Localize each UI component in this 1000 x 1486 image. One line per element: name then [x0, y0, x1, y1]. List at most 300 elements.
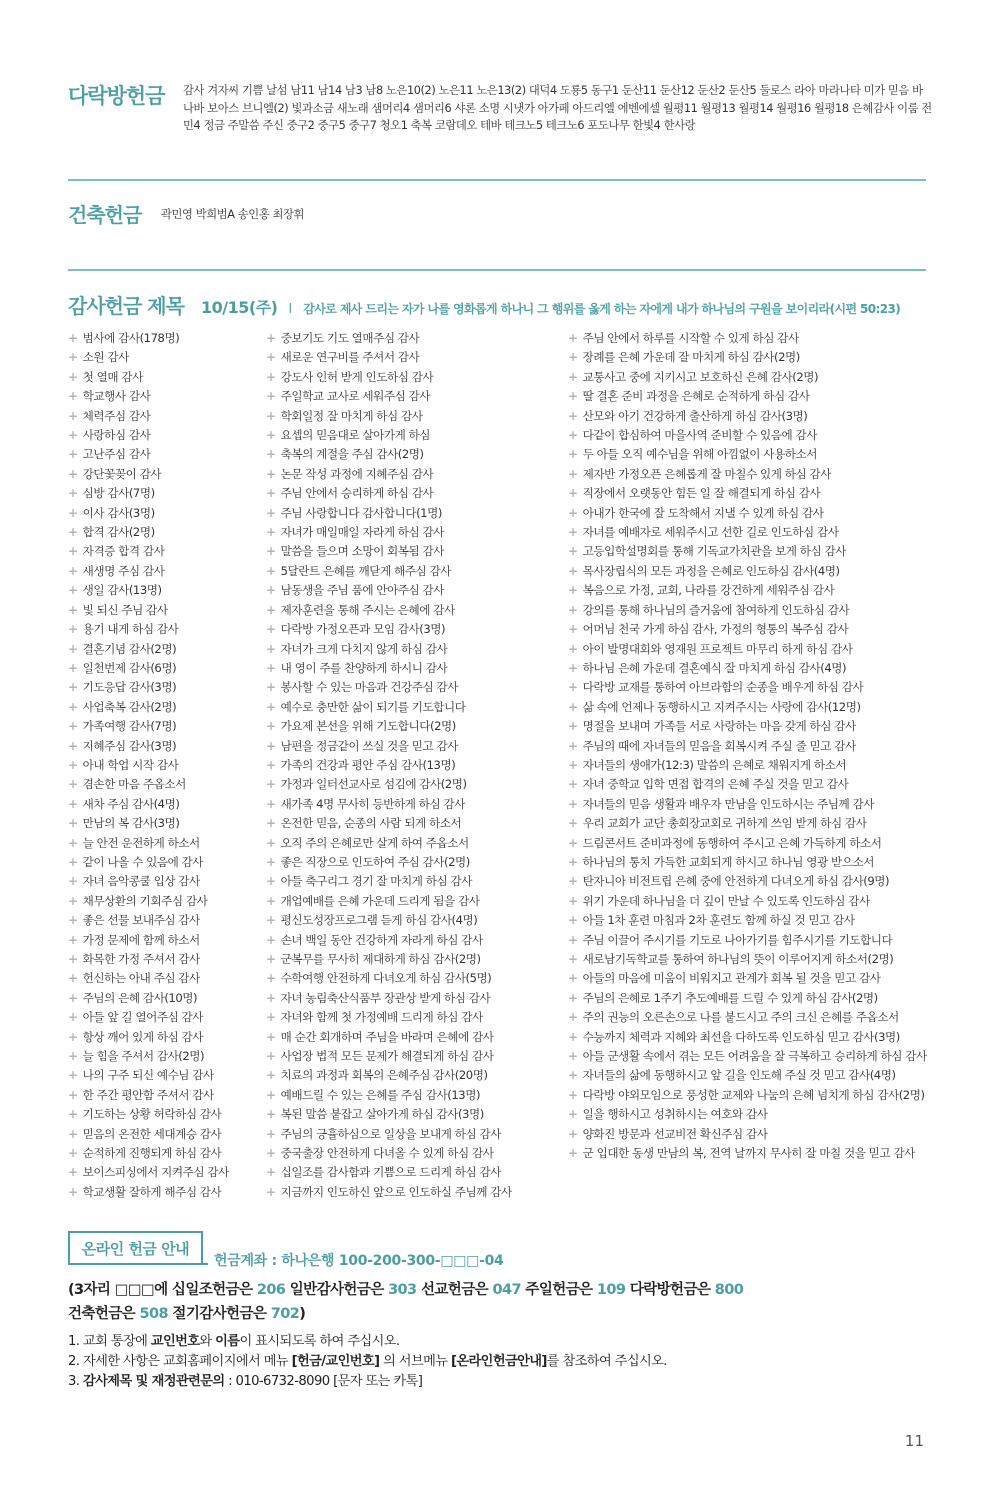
- thanks-item-text: 채무상환의 기회주심 감사: [82, 893, 208, 908]
- plus-icon: +: [68, 990, 78, 1005]
- plus-icon: +: [568, 1126, 578, 1141]
- thanks-item-text: 사업축복 감사(2명): [82, 699, 177, 714]
- thanks-item: [568, 445, 927, 464]
- thanks-item-text: 화목한 가정 주셔서 감사: [82, 952, 200, 966]
- plus-icon: +: [568, 563, 578, 578]
- note-text: : 010-6732-8090 [문자 또는 카톡]: [224, 1374, 423, 1389]
- plus-icon: +: [68, 1068, 78, 1083]
- thanks-item-text: 하나님의 통치 가득한 교회되게 하시고 하나님 영광 받으소서: [582, 854, 874, 869]
- plus-icon: +: [568, 816, 578, 831]
- thanks-item-text: 항상 깨어 있게 하심 감사: [82, 1029, 204, 1044]
- thanks-item-text: 요셉의 믿음대로 살아가게 하심: [280, 428, 431, 443]
- thanks-item: [568, 1066, 927, 1085]
- thanks-item-text: 늘 힘을 주셔서 감사(2명): [82, 1049, 205, 1064]
- thanks-item: [266, 640, 512, 659]
- thanks-item-text: 한 주간 평안함 주셔서 감사: [82, 1087, 214, 1102]
- thanks-item-text: 결혼기념 감사(2명): [82, 641, 177, 656]
- plus-icon: +: [266, 757, 276, 772]
- thanks-item-text: 기도응답 감사(3명): [82, 680, 177, 695]
- thanks-item-text: 교통사고 중에 지키시고 보호하신 은혜 감사(2명): [582, 369, 819, 384]
- plus-icon: +: [68, 641, 78, 656]
- thanks-date: 10/15(주): [200, 298, 278, 317]
- thanks-item-text: 자녀 중학교 입학 면접 합격의 은혜 주실 것을 믿고 감사: [582, 777, 849, 792]
- plus-icon: +: [68, 389, 78, 404]
- plus-icon: +: [266, 1107, 276, 1122]
- plus-icon: +: [68, 1087, 78, 1102]
- plus-icon: +: [568, 757, 578, 772]
- thanks-item: [266, 1086, 512, 1105]
- thanks-item: [68, 1163, 229, 1182]
- thanks-item: [68, 542, 229, 561]
- plus-icon: +: [68, 563, 78, 578]
- thanks-item-text: 빛 되신 주님 감사: [82, 602, 168, 617]
- thanks-item: [68, 775, 229, 794]
- online-offering-title: 온라인 헌금 안내: [68, 1231, 203, 1265]
- plus-icon: +: [568, 408, 578, 423]
- plus-icon: +: [68, 428, 78, 443]
- mission-label: 선교헌금은: [420, 1282, 489, 1298]
- plus-icon: +: [68, 1049, 78, 1064]
- plus-icon: +: [266, 428, 276, 443]
- thanks-item-text: 새로운 연구비를 주셔서 감사: [280, 350, 420, 365]
- thanks-item-text: 하나님 은혜 가운데 결혼예식 잘 마치게 하심 감사(4명): [582, 660, 847, 675]
- tithe-code: 206: [256, 1282, 286, 1298]
- thanks-list-column-3: [568, 329, 927, 1163]
- note-text: 2. 자세한 사항은 교회홈페이지에서 메뉴: [68, 1354, 292, 1369]
- thanks-item-text: 새생명 주심 감사: [82, 563, 165, 578]
- thanks-item-text: 자녀들의 믿음 생활과 배우자 만남을 인도하시는 주님께 감사: [582, 796, 874, 811]
- plus-icon: +: [568, 971, 578, 986]
- thanks-item: [68, 581, 229, 600]
- online-title-underline: [68, 1263, 208, 1265]
- thanks-item: [266, 698, 512, 717]
- thanks-item-text: 가정과 일터선교사로 섬김에 감사(2명): [280, 777, 467, 792]
- plus-icon: +: [568, 1146, 578, 1161]
- plus-icon: +: [266, 641, 276, 656]
- plus-icon: +: [68, 447, 78, 462]
- thanks-item: [68, 484, 229, 503]
- plus-icon: +: [568, 369, 578, 384]
- thanks-item-text: 기도하는 상황 허락하심 감사: [82, 1107, 222, 1122]
- thanks-item: [266, 775, 512, 794]
- sunday-code: 109: [596, 1282, 626, 1298]
- thanks-item: [68, 640, 229, 659]
- note-1: [68, 1330, 399, 1349]
- thanks-item-text: 주님의 때에 자녀들의 믿음을 회복시켜 주실 줄 믿고 감사: [582, 738, 856, 753]
- note-3: [68, 1370, 422, 1389]
- thanks-item-text: 산모와 아기 건강하게 출산하게 하심 감사(3명): [582, 408, 808, 423]
- thanks-item-text: 헌신하는 아내 주심 감사: [82, 971, 200, 986]
- thanks-item: [568, 1086, 927, 1105]
- plus-icon: +: [568, 544, 578, 559]
- plus-icon: +: [568, 505, 578, 520]
- plus-icon: +: [266, 563, 276, 578]
- thanks-item: [68, 969, 229, 988]
- thanks-item: [266, 756, 512, 775]
- plus-icon: +: [266, 719, 276, 734]
- codes-prefix: (3자리 □□□에 십일조헌금은: [68, 1282, 253, 1298]
- thanks-item: [266, 717, 512, 736]
- thanks-item: [568, 931, 927, 950]
- thanks-item-text: 심방 감사(7명): [82, 486, 155, 501]
- thanks-item: [568, 775, 927, 794]
- thanks-item: [568, 329, 927, 348]
- note-text: 3.: [68, 1374, 83, 1389]
- plus-icon: +: [568, 952, 578, 966]
- thanks-item-text: 아들 군생활 속에서 겪는 모든 어려움을 잘 극복하고 승리하게 하심 감사: [582, 1049, 927, 1064]
- thanks-item-text: 매 순간 회개하며 주님을 바라며 은혜에 감사: [280, 1029, 494, 1044]
- thanks-item: [266, 1066, 512, 1085]
- plus-icon: +: [266, 660, 276, 675]
- thanks-item-text: 자격증 합격 감사: [82, 544, 165, 559]
- thanks-item-text: 학교행사 감사: [82, 389, 151, 404]
- thanks-item-text: 군 입대한 동생 만남의 복, 전역 날까지 무사히 잘 마칠 것을 믿고 감사: [582, 1146, 915, 1161]
- thanks-item: [68, 445, 229, 464]
- thanks-item: [68, 1008, 229, 1027]
- thanks-item-text: 강도사 인허 받게 인도하심 감사: [280, 369, 434, 384]
- plus-icon: +: [568, 641, 578, 656]
- thanks-item-text: 가요제 본선을 위해 기도합니다(2명): [280, 719, 456, 734]
- thanks-item: [266, 1047, 512, 1066]
- thanks-item-text: 목사장립식의 모든 과정을 은혜로 인도하심 감사(4명): [582, 563, 840, 578]
- building-offering-title: 건축헌금: [68, 203, 142, 227]
- plus-icon: +: [568, 719, 578, 734]
- thanks-item: [68, 678, 229, 697]
- plus-icon: +: [568, 622, 578, 637]
- thanks-item-text: 복된 말씀 붙잡고 살아가게 하심 감사(3명): [280, 1107, 484, 1122]
- offering-codes-line-2: [68, 1302, 305, 1323]
- plus-icon: +: [568, 525, 578, 540]
- thanks-item: [568, 581, 927, 600]
- thanks-item: [266, 892, 512, 911]
- thanks-item-text: 주님 안에서 하루를 시작할 수 있게 하심 감사: [582, 331, 799, 345]
- thanks-item-text: 다같이 합심하여 마을사역 준비할 수 있음에 감사: [582, 428, 818, 443]
- plus-icon: +: [266, 505, 276, 520]
- thanks-title: 감사헌금 제목: [68, 294, 184, 318]
- thanks-item-text: 5달란트 은혜를 깨닫게 해주심 감사: [280, 563, 451, 578]
- note-bold: 이름: [215, 1334, 240, 1349]
- plus-icon: +: [266, 525, 276, 540]
- thanks-item: [568, 950, 927, 969]
- plus-icon: +: [68, 369, 78, 384]
- thanks-item: [568, 368, 927, 387]
- thanks-item: [266, 989, 512, 1008]
- thanks-item-text: 고등입학설명회를 통해 기독교가치관을 보게 하심 감사: [582, 544, 847, 559]
- thanks-item-text: 주님의 은혜로 1주기 추도예배를 드릴 수 있게 하심 감사(2명): [582, 990, 878, 1005]
- plus-icon: +: [68, 505, 78, 520]
- thanks-item-text: 아내가 한국에 잘 도착해서 지낼 수 있게 하심 감사: [582, 505, 824, 520]
- thanks-item-text: 군복무를 무사히 제대하게 하심 감사(2명): [280, 952, 481, 966]
- plus-icon: +: [568, 680, 578, 695]
- thanks-item-text: 자녀들의 삶에 동행하시고 앞 길을 인도해 주실 것 믿고 감사(4명): [582, 1068, 896, 1083]
- plus-icon: +: [568, 854, 578, 869]
- plus-icon: +: [568, 447, 578, 462]
- thanks-item-text: 주님 이끌어 주시기를 기도로 나아가기를 힘주시기를 기도합니다: [582, 932, 893, 947]
- plus-icon: +: [68, 408, 78, 423]
- thanks-item: [568, 853, 927, 872]
- thanks-item: [568, 814, 927, 833]
- thanks-item-text: 자녀가 매일매일 자라게 하심 감사: [280, 525, 445, 540]
- thanks-item-text: 예수로 충만한 삶이 되기를 기도합니다: [280, 699, 466, 714]
- note-bold: 감사제목 및 재정관련문의: [82, 1374, 225, 1389]
- thanks-item: [68, 465, 229, 484]
- thanks-item: [568, 426, 927, 445]
- plus-icon: +: [266, 602, 276, 617]
- season-code: 702: [270, 1306, 300, 1322]
- thanks-item: [68, 756, 229, 775]
- building-code: 508: [139, 1306, 168, 1322]
- plus-icon: +: [68, 602, 78, 617]
- plus-icon: +: [266, 622, 276, 637]
- plus-icon: +: [568, 1087, 578, 1102]
- plus-icon: +: [68, 1184, 78, 1199]
- thanks-item-text: 학회일정 잘 마치게 하심 감사: [280, 408, 423, 423]
- thanks-item-text: 봉사할 수 있는 마음과 건강주심 감사: [280, 680, 459, 695]
- plus-icon: +: [266, 466, 276, 481]
- thanks-item-text: 일을 행하시고 성취하시는 여호와 감사: [582, 1107, 768, 1122]
- thanks-item: [266, 659, 512, 678]
- thanks-item: [266, 872, 512, 891]
- sunday-label: 주일헌금은: [525, 1282, 593, 1298]
- thanks-item: [266, 1105, 512, 1124]
- thanks-separator: l: [288, 302, 293, 317]
- thanks-item: [266, 950, 512, 969]
- thanks-item-text: 순적하게 진행되게 하심 감사: [82, 1146, 222, 1161]
- thanks-item-text: 오직 주의 은혜로만 살게 하여 주옵소서: [280, 835, 469, 850]
- plus-icon: +: [266, 1010, 276, 1025]
- plus-icon: +: [568, 428, 578, 443]
- thanks-item: [568, 504, 927, 523]
- thanks-item: [266, 1008, 512, 1027]
- thanks-item-text: 온전한 믿음, 순종의 사람 되게 하소서: [280, 816, 462, 831]
- thanks-item-text: 범사에 감사(178명): [82, 331, 180, 345]
- thanks-item-text: 자녀 농림축산식품부 장관상 받게 하심 감사: [280, 990, 491, 1005]
- plus-icon: +: [568, 835, 578, 850]
- thanks-item: [568, 969, 927, 988]
- mission-code: 047: [492, 1282, 521, 1298]
- thanks-item: [568, 601, 927, 620]
- plus-icon: +: [68, 1165, 78, 1180]
- general-code: 303: [388, 1282, 417, 1298]
- thanks-item: [68, 329, 229, 348]
- thanks-item-text: 아들 1차 훈련 마침과 2차 훈련도 함께 하실 것 믿고 감사: [582, 913, 855, 928]
- thanks-item: [568, 795, 927, 814]
- thanks-item: [266, 407, 512, 426]
- thanks-item: [68, 795, 229, 814]
- plus-icon: +: [68, 660, 78, 675]
- plus-icon: +: [266, 1049, 276, 1064]
- plus-icon: +: [68, 835, 78, 850]
- plus-icon: +: [68, 874, 78, 889]
- plus-icon: +: [68, 1010, 78, 1025]
- thanks-item-text: 주일학교 교사로 세워주심 감사: [280, 389, 431, 404]
- thanks-item: [68, 368, 229, 387]
- note-bold: [헌금/교인번호]: [291, 1354, 380, 1369]
- thanks-item-text: 손녀 백일 동안 건강하게 자라게 하심 감사: [280, 932, 483, 947]
- thanks-item: [568, 542, 927, 561]
- thanks-item: [68, 387, 229, 406]
- thanks-item: [266, 737, 512, 756]
- thanks-item: [68, 659, 229, 678]
- thanks-item: [266, 1183, 512, 1202]
- thanks-item: [568, 387, 927, 406]
- plus-icon: +: [568, 350, 578, 365]
- thanks-item-text: 십일조를 감사함과 기쁨으로 드리게 하심 감사: [280, 1165, 502, 1180]
- thanks-item: [568, 659, 927, 678]
- plus-icon: +: [266, 1029, 276, 1044]
- thanks-item-text: 지금까지 인도하신 앞으로 인도하실 주님께 감사: [280, 1184, 512, 1199]
- thanks-item: [68, 407, 229, 426]
- thanks-item-text: 양화진 방문과 선교비전 확신주심 감사: [582, 1126, 768, 1141]
- note-text: 와: [199, 1334, 216, 1349]
- plus-icon: +: [68, 952, 78, 966]
- plus-icon: +: [266, 1087, 276, 1102]
- thanks-item-text: 아이 발명대회와 영재원 프로젝트 마무리 하게 하심 감사: [582, 641, 853, 656]
- thanks-item: [266, 484, 512, 503]
- thanks-item-text: 새가족 4명 무사히 등반하게 하심 감사: [280, 796, 465, 811]
- thanks-item-text: 수학여행 안전하게 다녀오게 하심 감사(5명): [280, 971, 492, 986]
- thanks-item: [266, 581, 512, 600]
- plus-icon: +: [266, 1184, 276, 1199]
- plus-icon: +: [68, 622, 78, 637]
- thanks-item-text: 자녀들의 생애가(12:3) 말씀의 은혜로 채워지게 하소서: [582, 757, 847, 772]
- thanks-item: [68, 872, 229, 891]
- plus-icon: +: [68, 1107, 78, 1122]
- note-text: 를 참조하여 주십시오.: [546, 1354, 667, 1369]
- thanks-item: [68, 504, 229, 523]
- thanks-item: [68, 911, 229, 930]
- darak-code: 800: [714, 1282, 744, 1298]
- plus-icon: +: [266, 835, 276, 850]
- thanks-item-text: 자녀와 함께 첫 가정예배 드리게 하심 감사: [280, 1010, 483, 1025]
- plus-icon: +: [68, 719, 78, 734]
- plus-icon: +: [266, 583, 276, 598]
- thanks-item-text: 치료의 과정과 회복의 은혜주심 감사(20명): [280, 1068, 488, 1083]
- plus-icon: +: [266, 699, 276, 714]
- thanks-item: [68, 1047, 229, 1066]
- thanks-item: [68, 931, 229, 950]
- thanks-item: [68, 1066, 229, 1085]
- thanks-item-text: 용기 내게 하심 감사: [82, 622, 179, 637]
- thanks-item: [266, 601, 512, 620]
- thanks-item-text: 위기 가운데 하나님을 더 깊이 만날 수 있도록 인도하심 감사: [582, 893, 870, 908]
- thanks-item-text: 아내 학업 시작 감사: [82, 757, 179, 772]
- thanks-item: [266, 542, 512, 561]
- thanks-item: [68, 950, 229, 969]
- thanks-item: [266, 387, 512, 406]
- plus-icon: +: [568, 777, 578, 792]
- thanks-header: [68, 290, 900, 319]
- thanks-item: [568, 911, 927, 930]
- thanks-item: [568, 348, 927, 367]
- plus-icon: +: [68, 583, 78, 598]
- thanks-item-text: 남동생을 주님 품에 안아주심 감사: [280, 583, 445, 598]
- thanks-item: [68, 989, 229, 1008]
- plus-icon: +: [568, 466, 578, 481]
- season-label: 절기감사헌금은: [172, 1306, 267, 1322]
- plus-icon: +: [266, 1146, 276, 1161]
- thanks-verse: 감사로 제사 드리는 자가 나를 영화롭게 하나니 그 행위를 옳게 하는 자에게 내가 하나님의 구원을 보이리라(시편 50:23): [303, 302, 901, 316]
- thanks-item-text: 딸 결혼 준비 과정을 은혜로 순적하게 하심 감사: [582, 389, 810, 404]
- thanks-item: [68, 1125, 229, 1144]
- plus-icon: +: [68, 544, 78, 559]
- plus-icon: +: [68, 738, 78, 753]
- thanks-item: [68, 853, 229, 872]
- plus-icon: +: [68, 1126, 78, 1141]
- thanks-item: [266, 620, 512, 639]
- thanks-item-text: 자녀가 크게 다치지 않게 하심 감사: [280, 641, 448, 656]
- thanks-item-text: 수능까지 체력과 지혜와 최선을 다하도록 인도하심 믿고 감사(3명): [582, 1029, 900, 1044]
- thanks-item-text: 나의 구주 되신 예수님 감사: [82, 1068, 214, 1083]
- plus-icon: +: [568, 1029, 578, 1044]
- thanks-item-text: 다락방 야외모임으로 풍성한 교제와 나눔의 은혜 넘치게 하심 감사(2명): [582, 1087, 925, 1102]
- thanks-item: [266, 1144, 512, 1163]
- thanks-item-text: 두 아들 오직 예수님을 위해 아낌없이 사용하소서: [582, 447, 818, 462]
- thanks-item-text: 일천번제 감사(6명): [82, 660, 177, 675]
- thanks-item-text: 아들 축구리그 경기 잘 마치게 하심 감사: [280, 874, 473, 889]
- thanks-item: [568, 737, 927, 756]
- section-divider: [68, 179, 926, 181]
- thanks-item: [266, 931, 512, 950]
- plus-icon: +: [266, 350, 276, 365]
- thanks-item: [68, 348, 229, 367]
- plus-icon: +: [266, 1165, 276, 1180]
- darak-offering-title: 다락방헌금: [68, 84, 165, 108]
- plus-icon: +: [266, 389, 276, 404]
- thanks-item-text: 제자반 가정오픈 은혜롭게 잘 마칠수 있게 하심 감사: [582, 466, 831, 481]
- thanks-item: [68, 717, 229, 736]
- plus-icon: +: [68, 350, 78, 365]
- plus-icon: +: [266, 408, 276, 423]
- thanks-item: [568, 989, 927, 1008]
- plus-icon: +: [68, 331, 78, 345]
- thanks-item-text: 가족의 건강과 평안 주심 감사(13명): [280, 757, 456, 772]
- thanks-item-text: 논문 작성 과정에 지혜주심 감사: [280, 466, 434, 481]
- thanks-item: [266, 911, 512, 930]
- plus-icon: +: [266, 816, 276, 831]
- thanks-item: [68, 1028, 229, 1047]
- note-bold: 교인번호: [150, 1334, 200, 1349]
- general-label: 일반감사헌금은: [289, 1282, 384, 1298]
- thanks-item: [68, 523, 229, 542]
- thanks-item-text: 말씀을 들으며 소망이 회복됨 감사: [280, 544, 445, 559]
- plus-icon: +: [266, 932, 276, 947]
- thanks-list-column-2: [266, 329, 512, 1202]
- thanks-item: [568, 465, 927, 484]
- plus-icon: +: [68, 525, 78, 540]
- plus-icon: +: [266, 447, 276, 462]
- plus-icon: +: [568, 1107, 578, 1122]
- thanks-item-text: 만남의 복 감사(3명): [82, 816, 180, 831]
- thanks-item: [568, 717, 927, 736]
- thanks-item-text: 생일 감사(13명): [82, 583, 162, 598]
- thanks-item-text: 자녀 음악콩쿨 입상 감사: [82, 874, 200, 889]
- thanks-item-text: 주님 사랑합니다 감사합니다(1명): [280, 505, 442, 520]
- building-offering-names: 곽민영 박희범A 송인홍 최장휘: [161, 208, 305, 221]
- plus-icon: +: [568, 932, 578, 947]
- plus-icon: +: [68, 932, 78, 947]
- thanks-item-text: 좋은 선물 보내주심 감사: [82, 913, 200, 928]
- plus-icon: +: [68, 1146, 78, 1161]
- plus-icon: +: [68, 466, 78, 481]
- thanks-item: [568, 1125, 927, 1144]
- thanks-item-text: 보이스피싱에서 지켜주심 감사: [82, 1165, 229, 1180]
- plus-icon: +: [266, 777, 276, 792]
- thanks-item: [568, 872, 927, 891]
- thanks-item-text: 사랑하심 감사: [82, 428, 151, 443]
- plus-icon: +: [266, 1068, 276, 1083]
- note-2: [68, 1350, 667, 1369]
